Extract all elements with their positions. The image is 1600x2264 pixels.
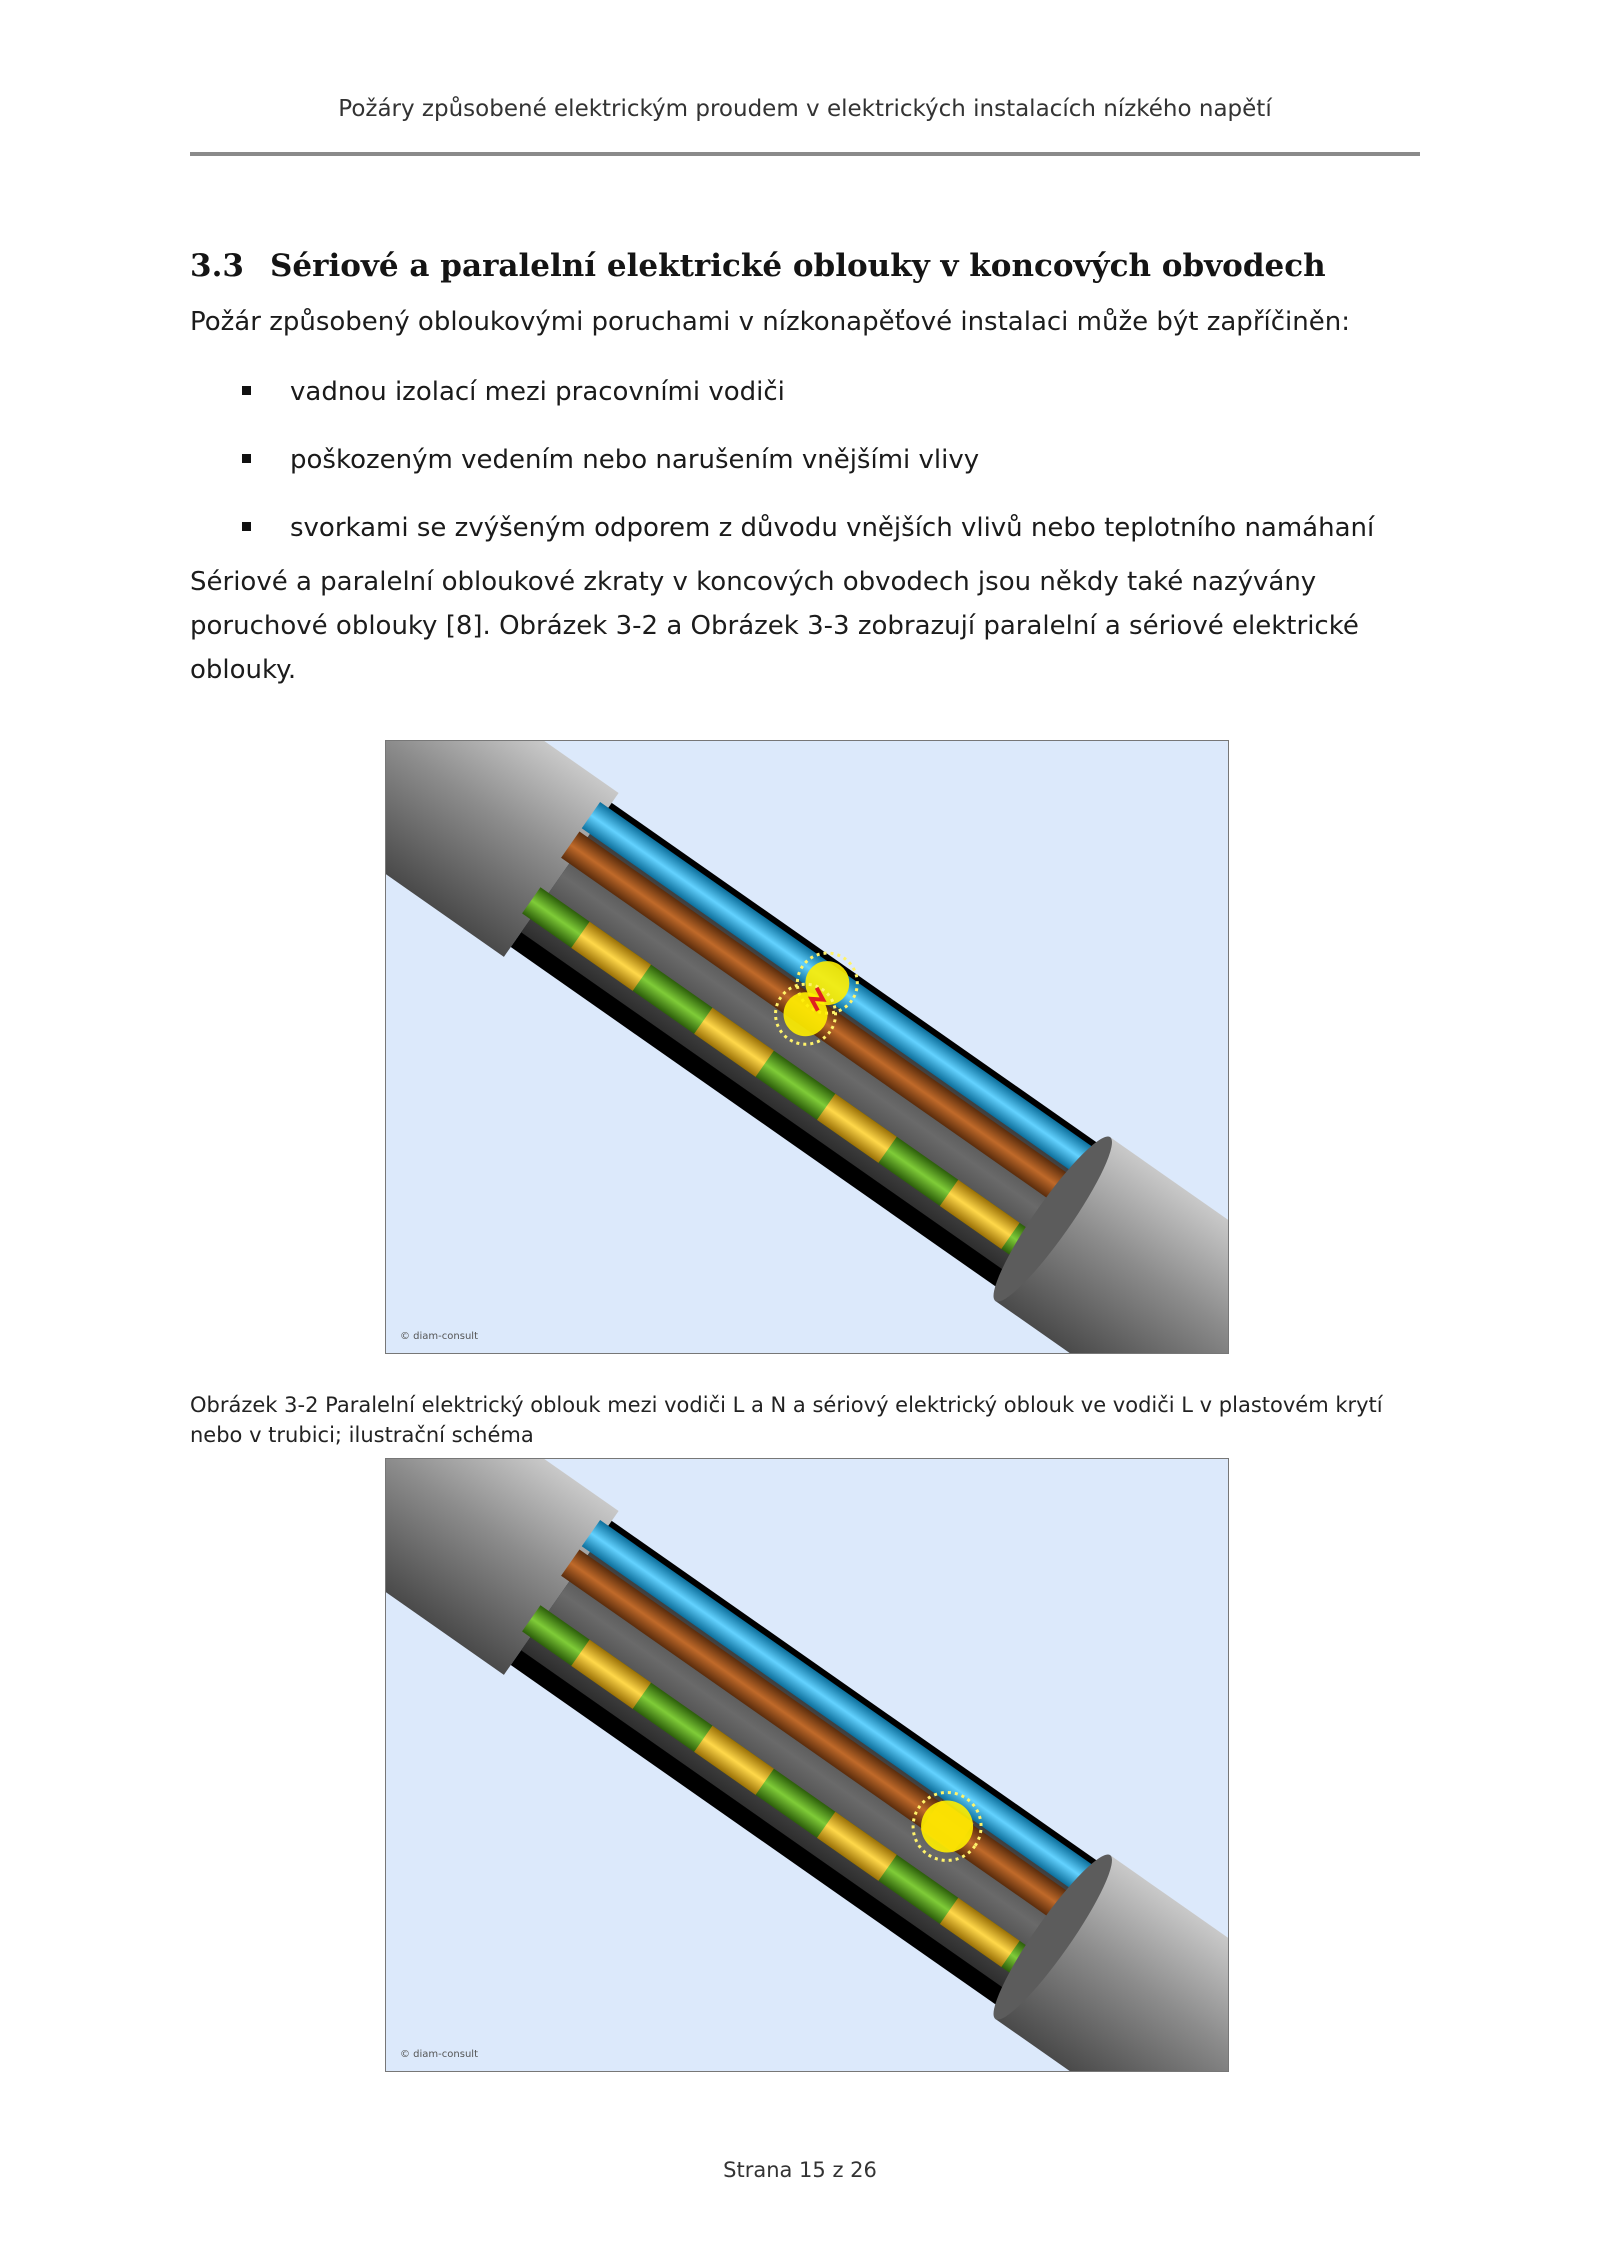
bullet-icon	[242, 454, 251, 463]
cable-illustration	[386, 741, 1228, 1353]
body-paragraph: Sériové a paralelní obloukové zkraty v koncových obvodech jsou někdy také nazývány poruchové oblouky [8]. Obrázek 3-2 a Obrázek 3-3 zobrazují paralelní a sériové elektrické oblouky.	[190, 567, 1359, 685]
figure-parallel-arc	[385, 740, 1229, 1354]
page-number: Strana 15 z 26	[723, 2158, 877, 2182]
section-number: 3.3	[190, 248, 244, 284]
header-divider	[190, 152, 1420, 156]
cable-illustration	[386, 1459, 1228, 2071]
list-item: svorkami se zvýšeným odporem z důvodu vnějších vlivů nebo teplotního namáhaní	[190, 506, 1420, 574]
intro-paragraph: Požár způsobený obloukovými poruchami v nízkonapěťové instalaci může být zapříčiněn:	[190, 307, 1350, 337]
running-header: Požáry způsobené elektrickým proudem v elektrických instalacích nízkého napětí	[338, 96, 1272, 122]
section-heading	[190, 248, 1326, 284]
list-item: vadnou izolací mezi pracovními vodiči	[190, 370, 1420, 438]
cause-list	[190, 370, 1420, 574]
copyright-label: © diam-consult	[400, 2049, 478, 2060]
bullet-icon	[242, 522, 251, 531]
copyright-label: © diam-consult	[400, 1331, 478, 1342]
figure-series-arc	[385, 1458, 1229, 2072]
list-item: poškozeným vedením nebo narušením vnějšími vlivy	[190, 438, 1420, 506]
section-title: Sériové a paralelní elektrické oblouky v koncových obvodech	[270, 248, 1326, 284]
figure-caption: Obrázek 3-2 Paralelní elektrický oblouk mezi vodiči L a N a sériový elektrický oblouk ve vodiči L v plastovém krytí nebo v trubici; ilustrační schéma	[190, 1393, 1383, 1447]
bullet-icon	[242, 386, 251, 395]
